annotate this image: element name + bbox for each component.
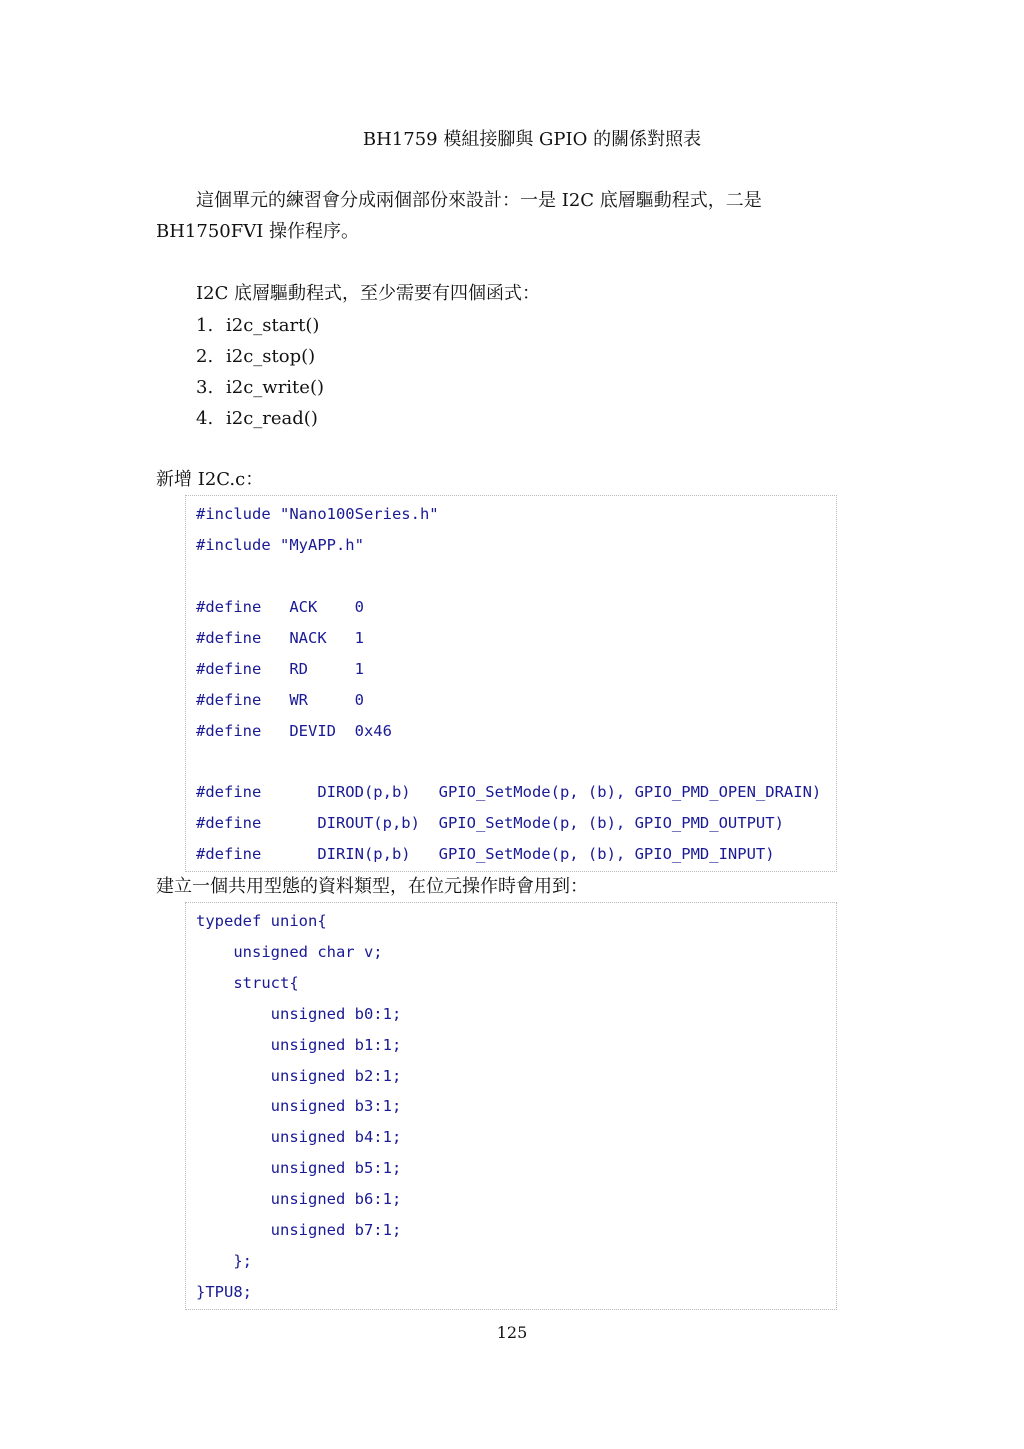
function-name: i2c_read() (226, 408, 318, 429)
new-file-label: 新增 I2C.c： (156, 469, 264, 490)
code-line: #define DIRIN(p,b) GPIO_SetMode(p, (b), GPIO_PMD_INPUT) (196, 845, 775, 863)
code-line: unsigned b4:1; (196, 1128, 402, 1146)
code-line: unsigned b2:1; (196, 1067, 402, 1085)
list-number: 2. (196, 346, 214, 367)
code-line: #define DEVID 0x46 (196, 722, 392, 740)
code-line: unsigned b1:1; (196, 1036, 402, 1054)
function-name: i2c_write() (226, 377, 324, 398)
code-line: unsigned b5:1; (196, 1159, 402, 1177)
code-line: unsigned b0:1; (196, 1005, 402, 1023)
code-line: #define WR 0 (196, 691, 364, 709)
code-line: struct{ (196, 974, 299, 992)
union-description: 建立一個共用型態的資料類型，在位元操作時會用到： (156, 876, 588, 897)
code-line: typedef union{ (196, 912, 327, 930)
list-number: 1. (196, 315, 214, 336)
code-line: }; (196, 1252, 252, 1270)
intro-paragraph-line-1: 這個單元的練習會分成兩個部份來設計：一是 I2C 底層驅動程式，二是 (196, 190, 762, 211)
code-line: #define DIROUT(p,b) GPIO_SetMode(p, (b), GPIO_PMD_OUTPUT) (196, 814, 784, 832)
function-list (196, 314, 324, 438)
driver-heading: I2C 底層驅動程式，至少需要有四個函式： (196, 283, 541, 304)
code-line: #define RD 1 (196, 660, 364, 678)
code-line: unsigned char v; (196, 943, 383, 961)
list-item (196, 407, 324, 438)
code-line: }TPU8; (196, 1283, 252, 1301)
code-line: #define NACK 1 (196, 629, 364, 647)
function-name: i2c_start() (226, 315, 320, 336)
list-number: 3. (196, 377, 214, 398)
function-name: i2c_stop() (226, 346, 316, 367)
code-line: #include "Nano100Series.h" (196, 505, 439, 523)
intro-paragraph-line-2: BH1750FVI 操作程序。 (156, 221, 360, 242)
code-block-union (185, 902, 837, 1310)
page-title: BH1759 模組接腳與 GPIO 的關係對照表 (362, 129, 702, 150)
list-item (196, 314, 324, 345)
code-line: #define DIROD(p,b) GPIO_SetMode(p, (b), GPIO_PMD_OPEN_DRAIN) (196, 783, 822, 801)
page-number: 125 (496, 1323, 528, 1342)
list-item (196, 345, 324, 376)
code-line: unsigned b7:1; (196, 1221, 402, 1239)
code-block-defines (185, 495, 837, 872)
code-line: unsigned b6:1; (196, 1190, 402, 1208)
code-line: #include "MyAPP.h" (196, 536, 364, 554)
code-line: #define ACK 0 (196, 598, 364, 616)
code-line: unsigned b3:1; (196, 1097, 402, 1115)
list-item (196, 376, 324, 407)
list-number: 4. (196, 408, 214, 429)
